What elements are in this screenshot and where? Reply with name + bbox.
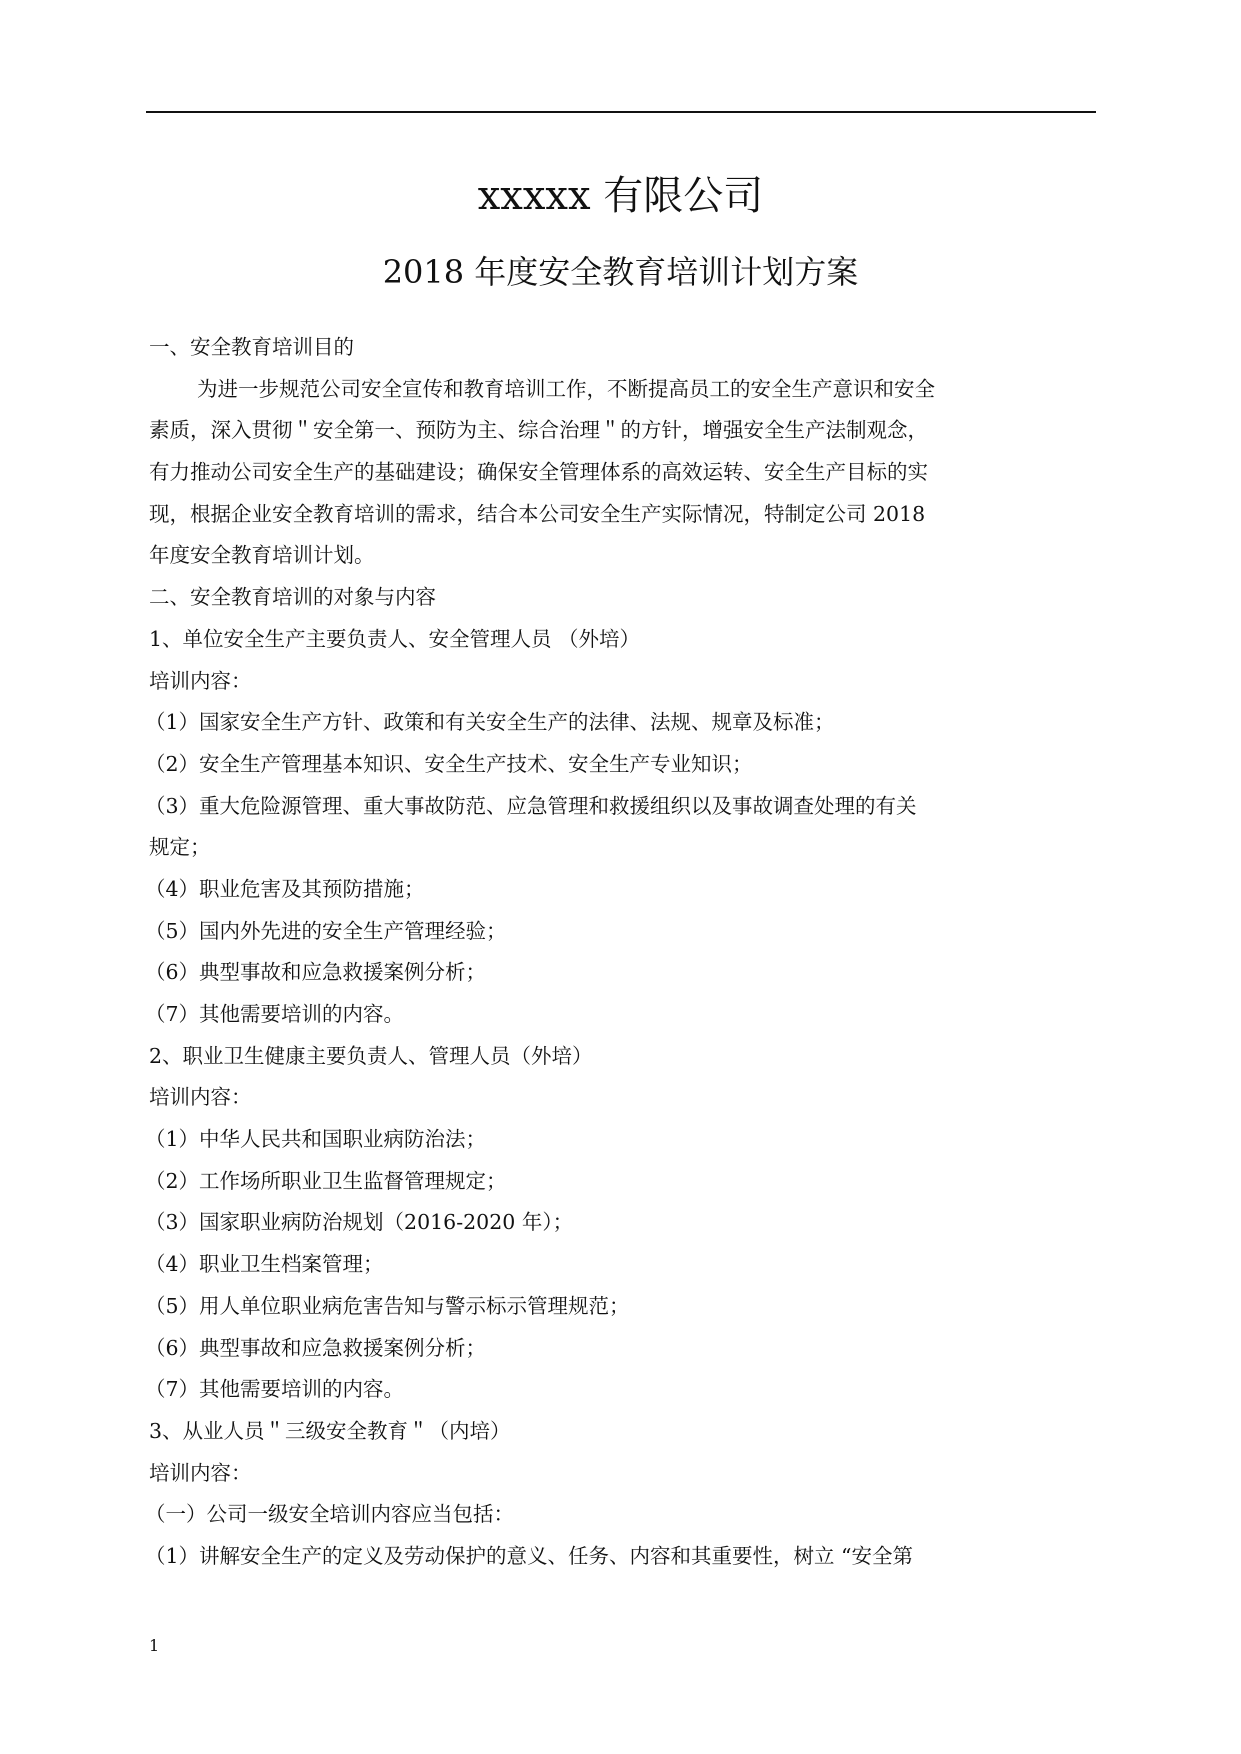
list-item-continuation: 规定； [149, 835, 211, 860]
content-label: 培训内容： [149, 668, 252, 693]
list-item: （4）职业卫生档案管理； [145, 1252, 384, 1277]
document-body [145, 327, 1099, 1578]
list-item: （7）其他需要培训的内容。 [145, 1377, 405, 1402]
paragraph-line: 为进一步规范公司安全宣传和教育培训工作，不断提高员工的安全生产意识和安全 [197, 376, 935, 401]
paragraph-line: 现，根据企业安全教育培训的需求，结合本公司安全生产实际情况，特制定公司 2018 [149, 501, 926, 526]
list-item: （5）用人单位职业病危害告知与警示标示管理规范； [145, 1293, 630, 1318]
list-item: （一）公司一级安全培训内容应当包括： [145, 1502, 514, 1527]
list-item: （1）国家安全生产方针、政策和有关安全生产的法律、法规、规章及标准； [145, 710, 835, 735]
content-label: 培训内容： [149, 1460, 252, 1485]
content-label: 培训内容： [149, 1085, 252, 1110]
section-heading: 二、安全教育培训的对象与内容 [149, 585, 436, 610]
paragraph-line: 年度安全教育培训计划。 [149, 543, 375, 568]
list-item: （7）其他需要培训的内容。 [145, 1002, 405, 1026]
subsection-heading: 2、职业卫生健康主要负责人、管理人员（外培） [149, 1043, 593, 1068]
list-item: （1）讲解安全生产的定义及劳动保护的意义、任务、内容和其重要性，树立 “安全第 [145, 1543, 914, 1568]
list-item: （2）安全生产管理基本知识、安全生产技术、安全生产专业知识； [145, 751, 753, 776]
list-item: （5）国内外先进的安全生产管理经验； [145, 918, 507, 943]
list-item: （1）中华人民共和国职业病防治法； [145, 1127, 487, 1152]
subsection-heading: 1、单位安全生产主要负责人、安全管理人员 （外培） [149, 626, 641, 651]
list-item: （3）重大危险源管理、重大事故防范、应急管理和救援组织以及事故调查处理的有关 [145, 793, 917, 818]
list-item: （2）工作场所职业卫生监督管理规定； [145, 1168, 507, 1193]
plan-title: 2018 年度安全教育培训计划方案 [382, 253, 859, 291]
list-item: （4）职业危害及其预防措施； [145, 876, 425, 901]
paragraph-line: 有力推动公司安全生产的基础建设；确保安全管理体系的高效运转、安全生产目标的实 [149, 460, 928, 485]
header-rule [146, 111, 1096, 113]
list-item: （6）典型事故和应急救援案例分析； [145, 1335, 487, 1360]
company-title: xxxxx 有限公司 [477, 173, 764, 219]
list-item: （3）国家职业病防治规划（2016-2020 年）； [145, 1210, 574, 1235]
page-number: 1 [149, 1636, 160, 1655]
list-item: （6）典型事故和应急救援案例分析； [145, 960, 487, 985]
paragraph-line: 素质，深入贯彻＂安全第一、预防为主、综合治理＂的方针，增强安全生产法制观念， [149, 418, 928, 443]
section-heading: 一、安全教育培训目的 [149, 335, 354, 359]
subsection-heading: 3、从业人员＂三级安全教育＂（内培） [149, 1418, 511, 1443]
